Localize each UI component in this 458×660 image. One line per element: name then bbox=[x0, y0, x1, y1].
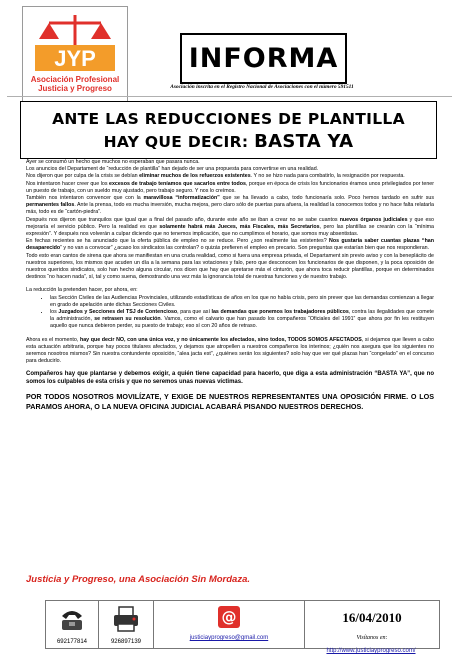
issue-date: 16/04/2010 bbox=[342, 610, 402, 625]
paragraph: Ayer se consumó un hecho que muchos no esperaban que pasara nunca. bbox=[26, 159, 200, 165]
paragraph: La reducción la pretenden hacer, por ahora, en: bbox=[26, 287, 138, 294]
paragraph: Nos dijeron que por culpa de la crisis se debían eliminar muchos de los refuerzos existentes. Y no se hizo nada para combatirlo, la resignación por respuesta. bbox=[26, 173, 405, 180]
email-box bbox=[153, 600, 305, 649]
paragraph: Después nos dijeron que tranquilos que igual que a final del pasado año, durante este año se iban a crear no se sabe cuantos nuevos órganos judiciales y que eso mejoraría el servicio público. Pero la realidad es que solamente habrá más Jueces, más Fiscales, más Secretarios, pero las plantillas se crearán con la “mínima expresión”. Y después nos volverán a culpar diciendo que no tenemos implicación, que no cumplimos el horario, que somos muy absentistas. bbox=[26, 216, 434, 238]
headline-line1: ANTE LAS REDUCCIONES DE PLANTILLA bbox=[52, 110, 405, 128]
email-link[interactable]: justiciayprogreso@gmail.com bbox=[189, 635, 269, 641]
fax-icon bbox=[112, 605, 140, 633]
paragraph: También nos intentaron convencer que con la maravillosa “informatización” que se ha llevado a cabo, todo funcionaría solo. Poco hemos tardado en sufrir sus permanentes fallos. Ante la prensa, todo es mucha inversión, mucha mejora, pero claro sólo de puertas para afuera, la realidad la conocemos todos y no hace falta relatarla más, todo es de “cartón-piedra”. bbox=[26, 195, 434, 216]
article-body bbox=[26, 159, 434, 411]
divider bbox=[7, 96, 452, 97]
call-to-action: POR TODOS NOSOTROS MOVILÍZATE, Y EXIGE DE NUESTROS REPRESENTANTES UNA OPOSICIÓN FIRME. O LOS PARAMOS AHORA, O LA NUEVA OFICINA JUDICIAL ACABARÁ PISANDO NUESTROS DERECHOS. bbox=[26, 392, 434, 411]
date-box bbox=[304, 600, 440, 649]
paragraph: Compañeros hay que plantarse y debemos exigir, a quién tiene capacidad para hacerlo, que diga a esta administración “BASTA YA”, que no somos los culpables de esta crisis y que no seremos unas nuevas víctimas. bbox=[26, 371, 434, 385]
headline-basta-ya: BASTA YA bbox=[254, 131, 354, 152]
svg-text:@: @ bbox=[221, 608, 237, 626]
paragraph: Nos intentaron hacer creer que los excesos de trabajo teníamos que sacarlos entre todos, porque en época de crisis los funcionarios éramos unos privilegiados por tener un puesto de trabajo, con un sueldo muy ajustado, pero trabajo seguro. Y nos lo creímos. bbox=[26, 180, 434, 194]
paragraph: Los anuncios del Departament de “reducción de plantilla” han dejado de ser una propuesta para convertirse en una realidad. bbox=[26, 166, 319, 173]
headline-line2-start: HAY QUE DECIR: bbox=[103, 133, 255, 151]
email-icon bbox=[217, 605, 241, 629]
logo-text-line2: Justicia y Progreso bbox=[38, 84, 112, 93]
logo-text-line1: Asociación Profesional bbox=[30, 75, 120, 84]
phone-number: 692177814 bbox=[56, 639, 88, 645]
website-link[interactable]: http://www.justiciayprogreso.com/ bbox=[326, 648, 416, 654]
headline-box bbox=[20, 101, 437, 159]
visit-label: Visítanos en: bbox=[356, 635, 388, 641]
informa-banner: INFORMA bbox=[180, 33, 347, 84]
fax-number: 926897139 bbox=[110, 639, 142, 645]
list-item: • las Sección Civiles de las Audiencias Provinciales, utilizando estadísticas de años en los que no había crisis, pero sin prever que las demandas comienzan a llegar en grado de apelación ante dichas Secciones Civiles. bbox=[50, 295, 434, 309]
fax-box bbox=[98, 600, 154, 649]
scales-logo-icon bbox=[27, 11, 123, 73]
reduction-list bbox=[26, 295, 434, 331]
logo bbox=[22, 6, 128, 106]
phone-icon bbox=[60, 606, 84, 632]
paragraph: En fechas recientes se ha anunciado que la oferta pública de empleo no se reduce. Pero ¿son realmente las existentes? Nos gustaría saber cuantas plazas “han desaparecido” y no van a convocar” ¿acaso los sindicatos las controlan? o quizás prefieren el empleo en precario. Son preguntas que estarían bien que nos respondieran. bbox=[26, 238, 434, 252]
paragraph: Ahora es el momento, hay que decir NO, con una única voz, y no únicamente los afectados, sino todos, TODOS SOMOS AFECTADOS, si dejamos que lleven a cabo esta actuación arbitraria, porque hay pocos titulares afectados, y dejamos que atropellen a nuestros compañeros los interinos; ¿quién nos asegura que los siguientes no seremos nosotros mismos? Sin nuestra contundente oposición, “alea jacta est”, ¿quiénes serán los siguientes? solo hay que ver qué plazas han “congelado” en el concurso para deducirlo. bbox=[26, 336, 434, 365]
logo-monogram: JYP bbox=[54, 46, 96, 71]
registry-note: Asociación inscrita en el Registro Nacional de Asociaciones con el número 591511 bbox=[170, 84, 354, 90]
paragraph: Todo esto eran cantos de sirena que ahora se manifiestan en una cruda realidad, como si fuera una empresa privada, el Departament sin previo aviso y con la beneplácito de nuestros superiores, los mismos que acuden un día a la semana para las votaciones y falo, pero que desconocen los funcionarios de que disponen, y la poca oposición de nuestros queridos sindicatos, solo han hecho alguna circular, nos dicen que hay que apretarse más el cinturón, que ahora toca reducir plantillas, porque en determinados destinos “no hacen nada”, sí, tal y como suena, demostrando una vez más la ignorancia total de nuestras funciones y de nuestro trabajo. bbox=[26, 252, 434, 281]
phone-box bbox=[45, 600, 99, 649]
headline-line2 bbox=[21, 133, 436, 151]
slogan: Justicia y Progreso, una Asociación Sin Mordaza. bbox=[26, 574, 251, 585]
list-item: • los Juzgados y Secciones del TSJ de Contencioso, para que así las demandas que ponemos los trabajadores públicos, contra las ilegalidades que comete la administración, se retrasen su resolución. Vamos, como el calvario que han pasado los compañeros “Oficiales del 1991” que ahora por fin les restituyen aquello que nunca debieron perder, su puesto de trabajo; eso sí con 20 años de retraso. bbox=[50, 309, 434, 331]
